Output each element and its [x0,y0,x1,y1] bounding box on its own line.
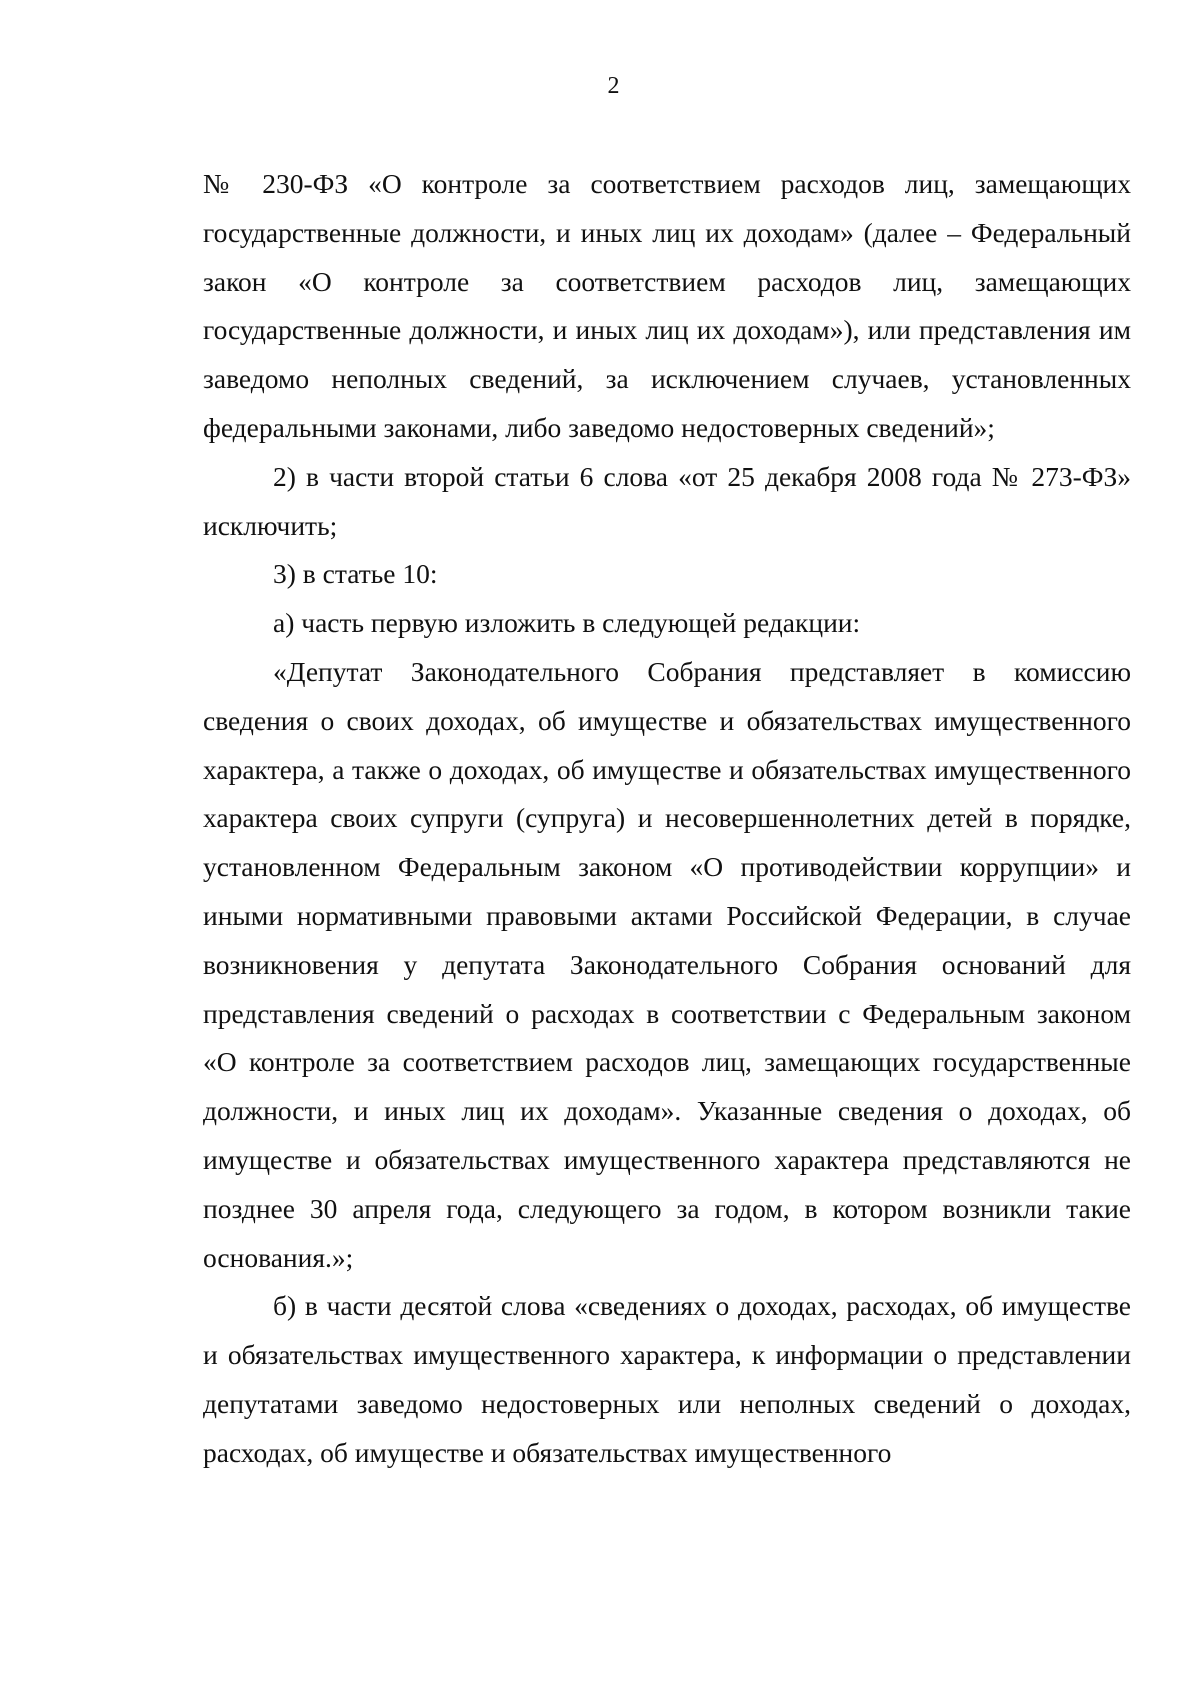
paragraph-item-3b: б) в части десятой слова «сведениях о доходах, расходах, об имуществе и обязательствах имущественного характера, к информации о представлении депутатами заведомо недостоверных или неполных сведений о доходах, расходах, об имуществе и обязательствах имущественного [203,1290,1131,1468]
paragraph-quoted-text: «Депутат Законодательного Собрания представляет в комиссию сведения о своих доходах, об имуществе и обязательствах имущественного характера, а также о доходах, об имуществе и обязательствах имущественного характера своих супруги (супруга) и несовершеннолетних детей в порядке, установленном Федеральным законом «О противодействии коррупции» и иными нормативными правовыми актами Российской Федерации, в случае возникновения у депутата Законодательного Собрания оснований для представления сведений о расходах в соответствии с Федеральным законом «О контроле за соответствием расходов лиц, замещающих государственные должности, и иных лиц их доходам». Указанные сведения о доходах, об имуществе и обязательствах имущественного характера представляются не позднее 30 апреля года, следующего за годом, в котором возникли такие основания.»; [203,655,1131,1273]
page-number: 2 [607,73,620,99]
paragraph-continuation: № 230-ФЗ «О контроле за соответствием расходов лиц, замещающих государственные должности, и иных лиц их доходам» (далее – Федеральный закон «О контроле за соответствием расходов лиц, замещающих государственные должности, и иных лиц их доходам»), или представления им заведомо неполных сведений, за исключением случаев, установленных федеральными законами, либо заведомо недостоверных сведений»; [203,168,1131,443]
paragraph-item-3: 3) в статье 10: [273,558,438,590]
document-body [203,160,1131,1478]
paragraph-item-2: 2) в части второй статьи 6 слова «от 25 декабря 2008 года № 273-ФЗ» исключить; [203,460,1131,541]
paragraph-item-3a: а) часть первую изложить в следующей редакции: [273,607,861,639]
